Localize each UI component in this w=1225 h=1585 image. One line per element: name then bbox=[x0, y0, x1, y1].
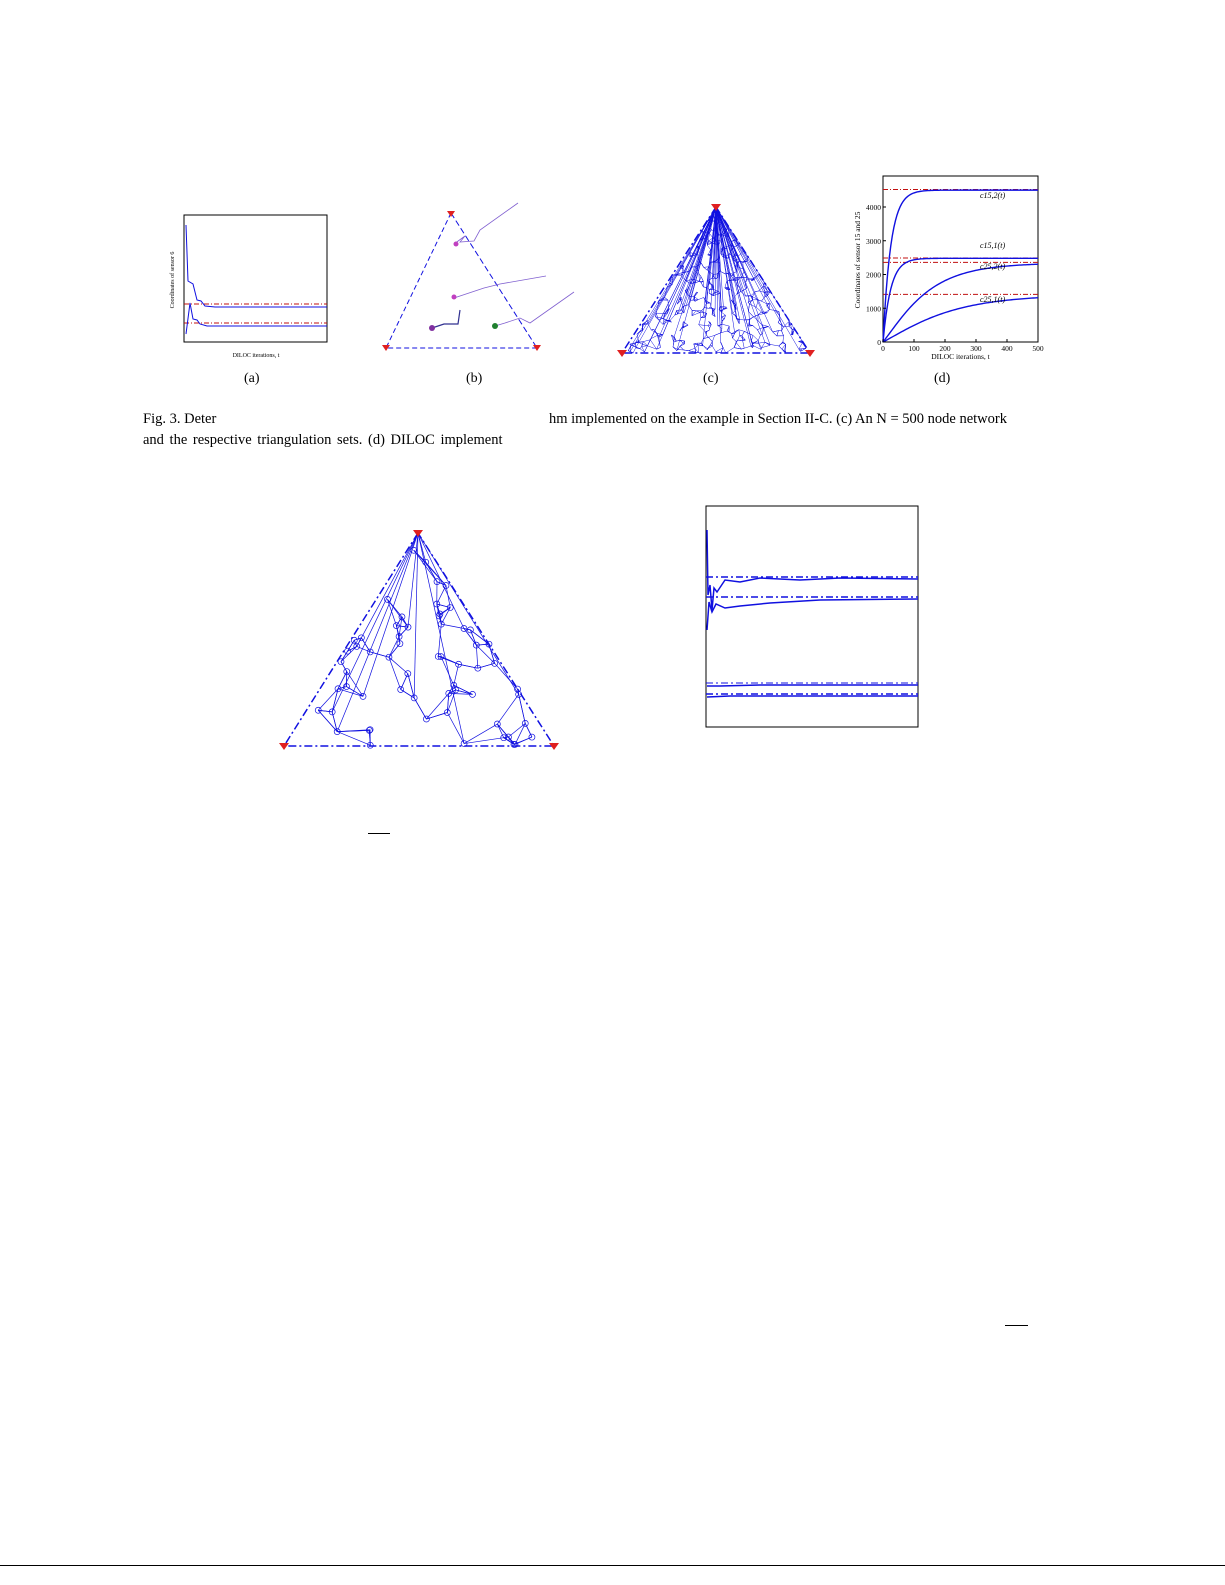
network-edge bbox=[699, 318, 701, 325]
network-edge bbox=[698, 297, 703, 299]
network-edge bbox=[779, 346, 782, 349]
network-edge bbox=[418, 533, 519, 694]
network-edge bbox=[655, 313, 656, 317]
network-edge bbox=[695, 297, 699, 300]
network-edge bbox=[791, 330, 792, 335]
network-edge bbox=[732, 334, 733, 338]
network-edge bbox=[783, 336, 784, 342]
page-bottom-rule bbox=[0, 1565, 1225, 1566]
network-edge bbox=[700, 312, 701, 317]
sensor-node bbox=[447, 605, 453, 611]
network-edge bbox=[642, 346, 648, 347]
network-edge bbox=[777, 331, 779, 336]
anchor-icon bbox=[413, 530, 423, 537]
y-tick-label: 2000 bbox=[866, 270, 881, 280]
x-tick-label: 400 bbox=[1001, 344, 1013, 353]
network-edge bbox=[441, 657, 454, 686]
network-edge bbox=[684, 350, 689, 351]
network-edge bbox=[755, 291, 759, 292]
network-edge bbox=[495, 663, 518, 689]
network-edge bbox=[738, 335, 740, 340]
network-edge bbox=[707, 245, 710, 249]
network-edge bbox=[749, 312, 750, 320]
series-line bbox=[883, 264, 1038, 342]
network-edge bbox=[337, 533, 418, 732]
curve bbox=[707, 530, 918, 610]
network-edge bbox=[515, 723, 525, 744]
network-edge bbox=[688, 348, 695, 350]
x-tick-label: 0 bbox=[881, 344, 885, 353]
sensor-marker bbox=[492, 323, 498, 329]
network-edge bbox=[674, 341, 677, 342]
anchor-icon bbox=[279, 743, 289, 750]
network-edge bbox=[704, 267, 707, 270]
network-edge bbox=[756, 300, 758, 307]
network-edge bbox=[782, 331, 784, 336]
network-edge bbox=[497, 694, 518, 724]
network-edge bbox=[525, 723, 532, 737]
trajectory bbox=[432, 310, 460, 328]
sensor-node bbox=[360, 693, 366, 699]
figure-c-network bbox=[610, 195, 825, 365]
y-tick-label: 1000 bbox=[866, 304, 881, 314]
network-edge bbox=[464, 724, 497, 744]
network-edge bbox=[738, 340, 743, 341]
network-edge bbox=[363, 533, 418, 696]
x-tick-label: 300 bbox=[970, 344, 982, 353]
network-edge bbox=[767, 292, 769, 296]
network-edge bbox=[779, 342, 783, 346]
network-edge bbox=[688, 351, 695, 352]
network-edge bbox=[673, 342, 674, 347]
network-edge bbox=[628, 351, 630, 352]
network-edge bbox=[478, 663, 495, 668]
network-edge bbox=[739, 330, 745, 332]
network-edge bbox=[704, 267, 709, 268]
network-edge bbox=[701, 263, 703, 267]
network-edge bbox=[759, 342, 765, 343]
network-edge bbox=[722, 312, 726, 315]
network-edge bbox=[630, 207, 716, 352]
network-edge bbox=[414, 698, 426, 719]
network-edge bbox=[706, 335, 708, 337]
network-edge bbox=[476, 645, 477, 668]
network-edge bbox=[695, 345, 698, 348]
y-tick-label: 4000 bbox=[866, 203, 881, 212]
subfigure-label-d: (d) bbox=[934, 371, 951, 386]
network-edge bbox=[721, 329, 722, 333]
series-label: c15,1(t) bbox=[980, 241, 1006, 250]
network-edge bbox=[396, 626, 408, 627]
network-edge bbox=[743, 340, 746, 341]
network-edge bbox=[716, 207, 783, 327]
network-edge bbox=[414, 550, 446, 585]
subfigure-label-c: (c) bbox=[703, 371, 719, 386]
x-tick-label: 500 bbox=[1032, 344, 1044, 353]
network-edge bbox=[709, 241, 712, 243]
sensor-marker bbox=[452, 295, 457, 300]
network-edge bbox=[699, 274, 700, 282]
network-edge bbox=[677, 310, 678, 314]
network-edge bbox=[753, 326, 757, 330]
network-edge bbox=[401, 674, 408, 690]
curve bbox=[707, 685, 918, 686]
network-edge bbox=[439, 608, 450, 616]
xlabel: DILOC iterations, t bbox=[232, 353, 280, 359]
trajectory bbox=[454, 203, 518, 244]
network-edge bbox=[749, 317, 753, 320]
network-edge bbox=[753, 336, 758, 341]
network-edge bbox=[741, 289, 745, 291]
curve bbox=[707, 696, 918, 697]
network-edge bbox=[744, 346, 751, 348]
network-edge bbox=[414, 533, 418, 698]
trajectory bbox=[454, 276, 546, 298]
network-edge bbox=[739, 330, 740, 336]
network-edge bbox=[749, 325, 752, 326]
series-label: c25,2(t) bbox=[980, 262, 1006, 271]
network-edge bbox=[703, 313, 704, 316]
network-edge bbox=[709, 337, 713, 341]
lower-convergence-plot bbox=[700, 500, 925, 735]
network-edge bbox=[705, 330, 709, 331]
subfigure-label-a: (a) bbox=[244, 371, 260, 386]
network-edge bbox=[699, 325, 708, 326]
network-edge bbox=[640, 346, 642, 348]
network-edge bbox=[663, 318, 668, 321]
x-tick-label: 100 bbox=[908, 344, 920, 353]
fraction-bar bbox=[368, 833, 390, 834]
network-edge bbox=[743, 341, 745, 348]
caption-line1-right: hm implemented on the example in Section II-C. (c) An N = 500 node network bbox=[549, 411, 1007, 427]
network-edge bbox=[749, 304, 756, 307]
network-edge bbox=[347, 672, 363, 697]
network-edge bbox=[721, 331, 727, 333]
network-edge bbox=[709, 335, 715, 337]
network-edge bbox=[701, 282, 703, 286]
network-edge bbox=[701, 277, 703, 282]
network-edge bbox=[740, 319, 744, 320]
network-edge bbox=[708, 326, 710, 328]
lower-network-figure bbox=[270, 520, 570, 760]
network-edge bbox=[698, 345, 699, 353]
network-edge bbox=[717, 274, 718, 277]
network-edge bbox=[441, 624, 464, 628]
network-edge bbox=[757, 330, 760, 335]
network-edge bbox=[680, 344, 684, 346]
network-edge bbox=[723, 348, 726, 353]
figure-b-plot bbox=[370, 190, 590, 360]
network-edge bbox=[682, 269, 683, 273]
sensor-marker bbox=[429, 325, 435, 331]
network-edge bbox=[799, 349, 801, 351]
network-edge bbox=[758, 335, 760, 340]
network-edge bbox=[734, 342, 736, 348]
network-edge bbox=[680, 346, 684, 350]
series-label: c25,1(t) bbox=[980, 295, 1006, 304]
x-tick-label: 200 bbox=[939, 344, 951, 353]
series-line bbox=[883, 298, 1038, 342]
network-edge bbox=[705, 308, 709, 309]
network-edge bbox=[387, 599, 396, 625]
trajectory bbox=[495, 292, 574, 326]
caption-line1-left: Fig. 3. Deter bbox=[143, 411, 217, 427]
network-edge bbox=[651, 329, 654, 330]
triangle-boundary bbox=[284, 533, 554, 746]
y-tick-label: 3000 bbox=[866, 236, 881, 246]
caption-line2: and the respective triangulation sets. (d) DILOC implement bbox=[143, 432, 503, 448]
network-edge bbox=[799, 343, 803, 349]
network-edge bbox=[712, 335, 714, 341]
curve bbox=[707, 599, 918, 630]
curve-x bbox=[186, 225, 327, 307]
network-edge bbox=[694, 344, 695, 348]
network-edge bbox=[740, 288, 741, 292]
network-edge bbox=[648, 324, 651, 330]
network-edge bbox=[464, 738, 504, 744]
network-edge bbox=[722, 324, 729, 326]
network-edge bbox=[633, 348, 636, 353]
network-edge bbox=[741, 348, 744, 349]
x-axis-label: DILOC iterations, t bbox=[931, 352, 990, 361]
network-edge bbox=[709, 328, 710, 331]
network-edge bbox=[399, 637, 400, 644]
curve-y bbox=[186, 303, 327, 334]
network-edge bbox=[402, 617, 408, 627]
network-edge bbox=[754, 340, 759, 342]
network-edge bbox=[733, 338, 737, 342]
network-edge bbox=[703, 313, 706, 314]
network-edge bbox=[318, 710, 332, 712]
network-edge bbox=[773, 331, 779, 332]
network-edge bbox=[748, 302, 749, 304]
network-edge bbox=[361, 533, 418, 638]
network-edge bbox=[643, 340, 650, 342]
network-edge bbox=[726, 348, 734, 353]
network-edge bbox=[729, 332, 732, 334]
network-edge bbox=[665, 297, 668, 300]
sensor-marker bbox=[454, 242, 459, 247]
y-tick-label: 0 bbox=[877, 338, 881, 347]
network-edge bbox=[712, 346, 716, 352]
network-edge bbox=[742, 331, 745, 335]
network-edge bbox=[659, 207, 716, 337]
network-edge bbox=[504, 737, 509, 738]
network-edge bbox=[337, 732, 370, 746]
network-edge bbox=[418, 533, 464, 744]
anchor-icon bbox=[447, 211, 455, 217]
triangle-edge bbox=[386, 213, 537, 348]
network-edge bbox=[770, 344, 779, 346]
network-edge bbox=[763, 328, 764, 334]
series-label: c15,2(t) bbox=[980, 191, 1006, 200]
figure-a-plot bbox=[160, 200, 340, 370]
network-edge bbox=[657, 207, 716, 349]
ylabel: Coordinates of sensor 6 bbox=[170, 251, 176, 309]
network-edge bbox=[703, 287, 706, 288]
network-edge bbox=[647, 340, 650, 346]
figure-d-chart bbox=[840, 170, 1060, 370]
subfigure-label-b: (b) bbox=[466, 371, 483, 386]
network-edge bbox=[446, 585, 450, 607]
network-edge bbox=[733, 333, 735, 338]
network-edge bbox=[710, 342, 712, 345]
network-edge bbox=[709, 233, 713, 238]
network-edge bbox=[704, 316, 705, 318]
network-edge bbox=[705, 303, 707, 307]
network-edge bbox=[725, 282, 727, 288]
network-edge bbox=[710, 345, 712, 346]
network-edge bbox=[773, 332, 777, 336]
anchor-icon bbox=[711, 204, 721, 211]
network-edge bbox=[699, 277, 701, 282]
y-axis-label: Coordinates of sensor 15 and 25 bbox=[853, 211, 862, 309]
network-edge bbox=[748, 304, 749, 311]
fraction-bar bbox=[1005, 1325, 1028, 1326]
network-edge bbox=[447, 712, 464, 743]
network-edge bbox=[721, 342, 723, 348]
